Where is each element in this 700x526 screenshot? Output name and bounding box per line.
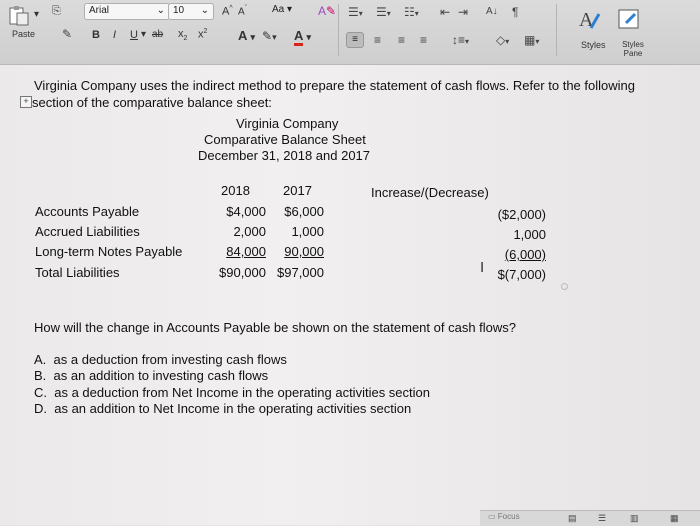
row-label: Long-term Notes Payable [35, 244, 183, 259]
superscript-button[interactable]: $x^2$ [198, 28, 208, 41]
option-letter: D. [34, 401, 47, 416]
bullets-icon[interactable]: ☰▾ [348, 5, 363, 19]
row-label: Accrued Liabilities [35, 224, 140, 239]
ribbon-toolbar [0, 0, 700, 65]
status-bar [480, 510, 700, 526]
row-label: Total Liabilities [35, 265, 120, 280]
grow-font-button[interactable]: A^ [222, 5, 233, 18]
underline-button[interactable]: U [130, 29, 138, 41]
option-c[interactable] [34, 385, 430, 400]
bold-button[interactable]: B [92, 29, 100, 41]
align-left-button[interactable]: ≡ [346, 32, 364, 48]
row-change: ($2,000) [497, 207, 546, 222]
font-size-select[interactable] [168, 3, 214, 20]
text-cursor-icon: I [480, 259, 485, 276]
paste-icon[interactable] [8, 6, 30, 26]
increase-indent-icon[interactable]: ⇥ [458, 5, 469, 19]
text-effects-button[interactable]: A ▾ [238, 28, 256, 43]
line-spacing-icon[interactable]: ↕≡▾ [452, 33, 470, 47]
underline-dropdown-icon[interactable]: ▾ [141, 29, 147, 40]
option-d[interactable] [34, 401, 411, 416]
separator [556, 4, 557, 56]
sort-icon[interactable]: A↓ [486, 6, 498, 17]
option-letter: A. [34, 352, 47, 367]
view-outline-icon[interactable]: ☰ [598, 513, 607, 523]
separator [338, 4, 339, 56]
option-letter: C. [34, 385, 47, 400]
option-letter: B. [34, 368, 47, 383]
format-painter-icon[interactable]: ✎ [62, 27, 73, 41]
question-intro-line2: section of the comparative balance sheet: [32, 95, 272, 110]
copy-icon[interactable]: ⎘ [52, 5, 61, 17]
company-name: Virginia Company [236, 116, 339, 131]
font-color-button[interactable]: A ▾ [294, 28, 311, 43]
option-text: as a deduction from Net Income in the operating activities section [54, 385, 430, 400]
row-change: 1,000 [513, 227, 546, 242]
chevron-down-icon: ⌄ [156, 5, 165, 16]
option-text: as an addition to investing cash flows [53, 368, 269, 383]
option-b[interactable] [34, 368, 268, 383]
row-value-2018: 84,000 [226, 244, 266, 259]
row-change: $(7,000) [497, 267, 546, 282]
pilcrow-icon[interactable]: ¶ [512, 5, 519, 19]
shading-icon[interactable]: ◇▾ [496, 33, 510, 47]
styles-pane-label[interactable]: Styles Pane [622, 40, 644, 58]
styles-icon[interactable] [577, 6, 603, 32]
row-value-2017: $6,000 [284, 204, 324, 219]
option-a[interactable] [34, 352, 287, 367]
borders-icon[interactable]: ▦▾ [524, 33, 540, 47]
sheet-date: December 31, 2018 and 2017 [198, 148, 371, 163]
row-value-2018: $4,000 [226, 204, 266, 219]
option-text: as an addition to Net Income in the operating activities section [54, 401, 412, 416]
table-move-handle-icon[interactable]: + [20, 96, 32, 108]
column-header-change: Increase/(Decrease) [371, 185, 489, 200]
strikethrough-button[interactable]: ab [152, 29, 164, 40]
paste-dropdown-icon[interactable]: ▾ [34, 9, 40, 20]
chevron-down-icon: ⌄ [200, 5, 209, 16]
decrease-indent-icon[interactable]: ⇤ [440, 5, 451, 19]
subscript-button[interactable]: $x_2$ [178, 28, 188, 43]
view-layout-icon[interactable]: ▤ [568, 513, 577, 523]
row-value-2018: $90,000 [219, 265, 266, 280]
sheet-title: Comparative Balance Sheet [204, 132, 366, 147]
column-header-2017: 2017 [283, 183, 312, 198]
align-right-icon[interactable]: ≡ [398, 33, 406, 47]
change-case-button[interactable]: Aa ▾ [272, 4, 293, 15]
numbering-icon[interactable]: ☰▾ [376, 5, 391, 19]
font-name-value: Arial [89, 5, 110, 16]
paste-label[interactable]: Paste [12, 29, 36, 39]
row-value-2018: 2,000 [233, 224, 266, 239]
styles-label[interactable]: Styles [581, 40, 606, 50]
question-intro-line1: Virginia Company uses the indirect method to prepare the statement of cash flows. Refer to the following [34, 78, 635, 93]
clear-formatting-icon[interactable]: A✎ [318, 4, 337, 18]
row-label: Accounts Payable [35, 204, 140, 219]
font-size-value: 10 [173, 5, 185, 16]
row-value-2017: 90,000 [284, 244, 324, 259]
shrink-font-button[interactable]: $A^ˇ$ [238, 5, 248, 18]
question-prompt: How will the change in Accounts Payable be shown on the statement of cash flows? [34, 320, 517, 335]
column-header-2018: 2018 [221, 183, 250, 198]
row-value-2017: $97,000 [277, 265, 324, 280]
zoom-icon[interactable]: ▦ [670, 513, 679, 523]
styles-pane-icon[interactable] [618, 8, 640, 30]
focus-icon: ▭ [488, 512, 496, 521]
highlight-icon[interactable]: ✎▾ [262, 29, 277, 43]
align-center-icon[interactable]: ≡ [374, 33, 382, 47]
focus-button[interactable]: ▭ Focus [488, 512, 520, 521]
row-value-2017: 1,000 [291, 224, 324, 239]
justify-icon[interactable]: ≡ [420, 33, 428, 47]
table-resize-handle-icon[interactable] [561, 283, 568, 290]
font-name-select[interactable] [84, 3, 170, 20]
svg-text:A: A [579, 9, 594, 31]
multilevel-list-icon[interactable]: ☷▾ [404, 5, 419, 19]
option-text: as a deduction from investing cash flows [53, 352, 287, 367]
italic-button[interactable]: I [113, 29, 117, 41]
row-change: (6,000) [504, 247, 546, 262]
view-web-icon[interactable]: ▥ [630, 513, 639, 523]
